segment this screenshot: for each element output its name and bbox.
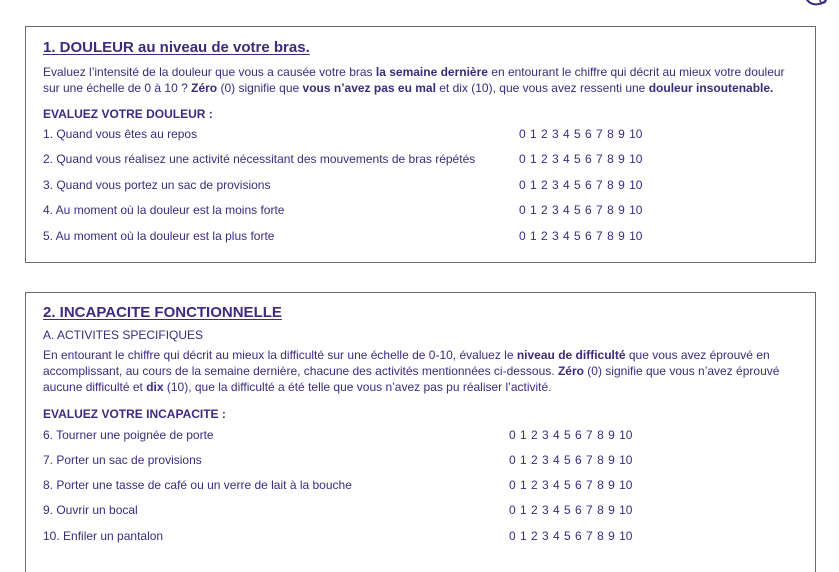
rating-scale[interactable]: 0 1 2 3 4 5 6 7 8 9 10 (509, 478, 633, 492)
question-row (43, 228, 797, 244)
evaluate-disability-label: EVALUEZ VOTRE INCAPACITE : (43, 407, 226, 421)
logo-fragment-icon (803, 0, 829, 8)
section-pain (25, 26, 816, 263)
question-text: 9. Ouvrir un bocal (43, 503, 138, 517)
intro-emphasis: Zéro (191, 81, 218, 95)
section-disability-subtitle: A. ACTIVITES SPECIFIQUES (43, 328, 204, 342)
section-disability (25, 292, 816, 572)
intro-emphasis: la semaine dernière (375, 65, 488, 79)
intro-emphasis: vous n’avez pas eu mal (302, 81, 436, 95)
intro-text: (10), que la difficulté a été telle que vous n’avez pas pu réaliser l’activité. (163, 380, 552, 394)
rating-scale[interactable]: 0 1 2 3 4 5 6 7 8 9 10 (509, 529, 633, 543)
question-row (43, 477, 797, 493)
rating-scale[interactable]: 0 1 2 3 4 5 6 7 8 9 10 (519, 178, 643, 192)
intro-emphasis: douleur insoutenable. (648, 81, 774, 95)
question-row (43, 202, 797, 218)
rating-scale[interactable]: 0 1 2 3 4 5 6 7 8 9 10 (519, 127, 643, 141)
section-pain-title: 1. DOULEUR au niveau de votre bras. (43, 39, 310, 56)
intro-text: (0) signifie que vous n’avez éprouvé aucune difficulté et (43, 364, 780, 394)
question-row (43, 528, 797, 544)
intro-text: (0) signifie que (217, 81, 303, 95)
question-row (43, 151, 797, 167)
intro-text: que vous avez éprouvé en accomplissant, au cours de la semaine dernière, chacune des activités mentionnées ci-dessous. (43, 348, 770, 378)
rating-scale[interactable]: 0 1 2 3 4 5 6 7 8 9 10 (509, 453, 633, 467)
question-text: 2. Quand vous réalisez une activité nécessitant des mouvements de bras répétés (43, 152, 476, 166)
question-text: 1. Quand vous êtes au repos (43, 127, 198, 141)
rating-scale[interactable]: 0 1 2 3 4 5 6 7 8 9 10 (509, 428, 633, 442)
question-text: 5. Au moment où la douleur est la plus forte (43, 229, 275, 243)
rating-scale[interactable]: 0 1 2 3 4 5 6 7 8 9 10 (509, 503, 633, 517)
section-pain-instructions (43, 64, 797, 96)
question-text: 8. Porter une tasse de café ou un verre de lait à la bouche (43, 478, 352, 492)
question-text: 7. Porter un sac de provisions (43, 453, 202, 467)
intro-text: En entourant le chiffre qui décrit au mieux la difficulté sur une échelle de 0-10, évaluez le (43, 348, 517, 362)
rating-scale[interactable]: 0 1 2 3 4 5 6 7 8 9 10 (519, 152, 643, 166)
question-text: 6. Tourner une poignée de porte (43, 428, 214, 442)
question-text: 3. Quand vous portez un sac de provisions (43, 178, 271, 192)
section-disability-title: 2. INCAPACITE FONCTIONNELLE (43, 304, 282, 321)
intro-text: en entourant le chiffre qui décrit au mieux votre douleur sur une échelle de 0 à 10 ? (43, 65, 785, 95)
question-row (43, 177, 797, 193)
question-text: 4. Au moment où la douleur est la moins forte (43, 203, 285, 217)
question-text: 10. Enfiler un pantalon (43, 529, 164, 543)
intro-text: et dix (10), que vous avez ressenti une (435, 81, 649, 95)
question-row (43, 427, 797, 443)
question-row (43, 502, 797, 518)
question-row (43, 126, 797, 142)
intro-emphasis: dix (146, 380, 164, 394)
intro-emphasis: niveau de difficulté (516, 348, 626, 362)
evaluate-pain-label: EVALUEZ VOTRE DOULEUR : (43, 107, 213, 121)
question-row (43, 452, 797, 468)
rating-scale[interactable]: 0 1 2 3 4 5 6 7 8 9 10 (519, 229, 643, 243)
intro-emphasis: Zéro (557, 364, 584, 378)
section-disability-instructions (43, 347, 797, 395)
intro-text: Evaluez l’intensité de la douleur que vous a causée votre bras (43, 65, 376, 79)
rating-scale[interactable]: 0 1 2 3 4 5 6 7 8 9 10 (519, 203, 643, 217)
